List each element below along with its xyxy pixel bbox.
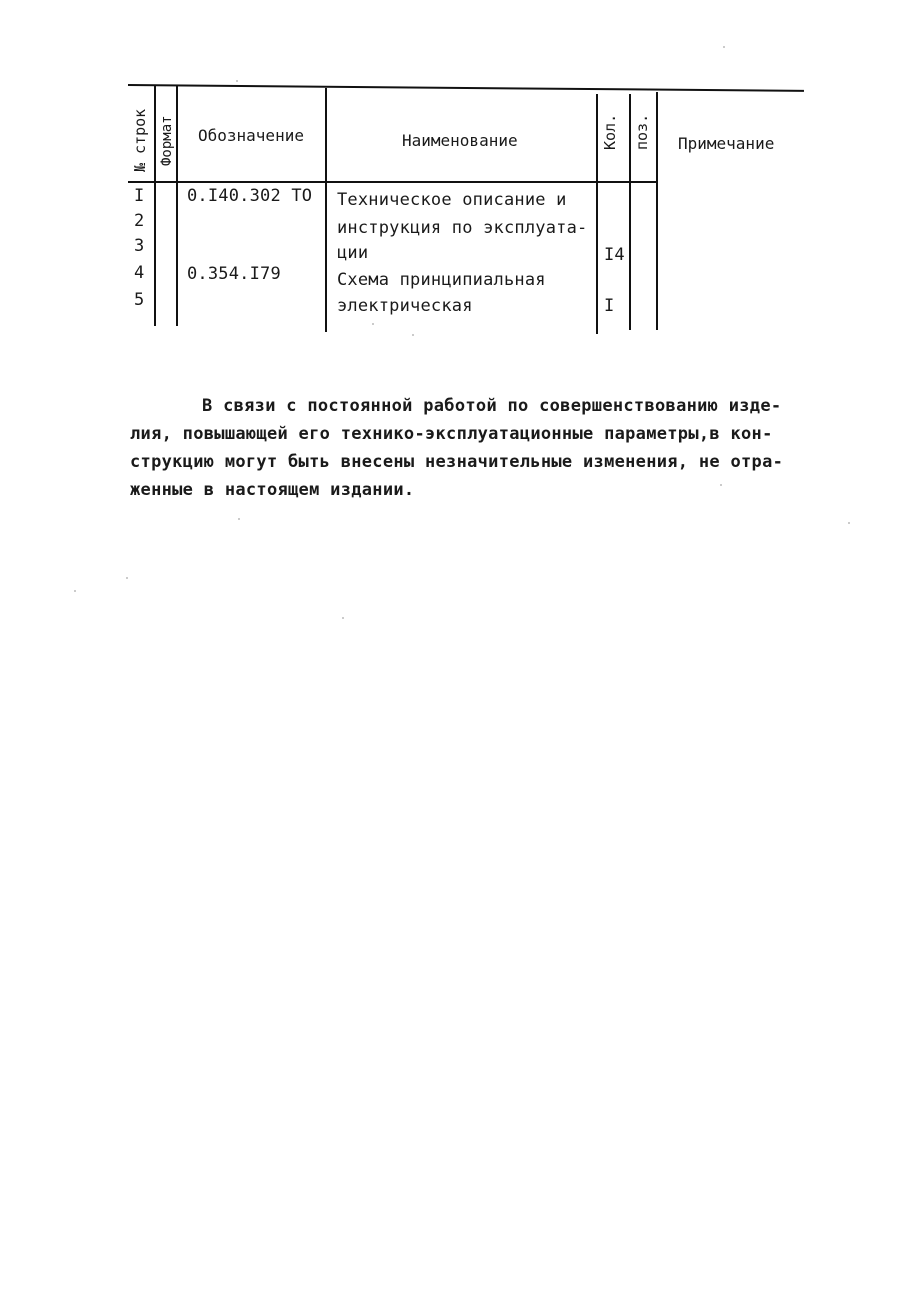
scan-speck (238, 518, 240, 520)
row-number: 2 (134, 211, 145, 231)
paragraph-line: лия, повышающей его технико-эксплуатационные параметры,в кон- (130, 424, 773, 444)
paragraph-line: женные в настоящем издании. (130, 480, 415, 500)
col-divider-4 (596, 94, 598, 334)
name-cell-line: инструкция по эксплуата- (337, 218, 588, 238)
scan-speck (126, 577, 128, 579)
designation-cell: 0.I40.302 ТО (187, 186, 313, 206)
table-top-border (128, 84, 804, 92)
header-position: поз. (633, 113, 651, 150)
col-divider-2 (176, 86, 178, 326)
scan-speck (74, 590, 76, 592)
header-note: Примечание (678, 134, 775, 153)
paragraph-line: В связи с постоянной работой по совершенствованию изде- (202, 396, 782, 416)
name-cell-line: электрическая (337, 296, 473, 316)
designation-cell: 0.354.I79 (187, 264, 281, 284)
row-number: I (134, 186, 145, 206)
header-row-number: № строк (131, 108, 149, 172)
name-cell-line: ции (337, 243, 369, 263)
col-divider-6 (656, 92, 658, 330)
table-header-divider (128, 181, 658, 183)
row-number: 4 (134, 263, 145, 283)
row-number: 5 (134, 290, 145, 310)
name-cell-line: Схема принципиальная (337, 270, 546, 290)
col-divider-3 (325, 88, 327, 332)
quantity-cell: I (604, 296, 615, 316)
header-name: Наименование (402, 131, 518, 150)
scan-speck (342, 617, 344, 619)
name-cell-line: Техническое описание и (337, 190, 567, 210)
row-number: 3 (134, 236, 145, 256)
scan-speck (236, 80, 238, 82)
scan-speck (720, 484, 722, 486)
paragraph-line: струкцию могут быть внесены незначительные изменения, не отра- (130, 452, 784, 472)
header-designation: Обозначение (198, 126, 304, 145)
scan-speck (372, 323, 374, 325)
header-quantity: Кол. (601, 113, 619, 150)
notice-paragraph (130, 392, 810, 504)
scan-speck (723, 46, 725, 48)
header-format: Формат (159, 115, 175, 166)
col-divider-5 (629, 94, 631, 330)
col-divider-1 (154, 86, 156, 326)
scan-speck (848, 522, 850, 524)
scan-speck (412, 334, 414, 336)
quantity-cell: I4 (604, 245, 625, 265)
